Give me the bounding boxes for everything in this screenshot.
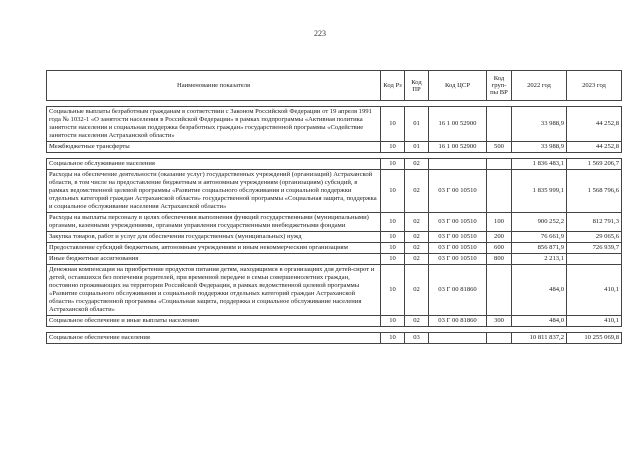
row-csr: 03 Г 00 10510: [429, 254, 487, 265]
row-vr: 200: [487, 232, 512, 243]
row-rz: 10: [381, 232, 405, 243]
row-name: Денежная компенсация на приобретение продуктов питания детям, находящимся в организациях для детей-сирот и детей, оставшихся без попечения родителей, при временной передаче в семьи совершеннолетних граждан, постоянно проживающих на территории Российской Федерации, в рамках ведомственной целевой программы «Развитие социального обслуживания и социальной поддержки отдельных категорий граждан Астраханской области» государственной программы «Социальная защита, поддержка и социальное обслуживание населения Астраханской области»: [47, 265, 381, 316]
row-rz: 10: [381, 107, 405, 142]
row-pr: 01: [405, 107, 429, 142]
row-csr: 03 Г 00 10510: [429, 232, 487, 243]
header-csr: Код ЦСР: [429, 71, 487, 101]
row-2023: 726 939,7: [567, 243, 622, 254]
row-2023: 44 252,8: [567, 107, 622, 142]
row-vr: [487, 159, 512, 170]
row-2022: 900 252,2: [512, 213, 567, 232]
row-vr: [487, 333, 512, 344]
table-row: [47, 254, 622, 265]
row-csr: 03 Г 00 10510: [429, 213, 487, 232]
table-row: [47, 333, 622, 344]
row-name: Иные бюджетные ассигнования: [47, 254, 381, 265]
header-name: Наименование показателя: [47, 71, 381, 101]
row-csr: 16 1 00 52900: [429, 107, 487, 142]
row-vr: [487, 107, 512, 142]
table-row: [47, 142, 622, 153]
row-csr: [429, 333, 487, 344]
row-vr: 100: [487, 213, 512, 232]
row-2023: 10 255 069,8: [567, 333, 622, 344]
table-row: [47, 265, 622, 316]
table-row: [47, 243, 622, 254]
row-name: Социальное обеспечение населения: [47, 333, 381, 344]
header-2023: 2023 год: [567, 71, 622, 101]
row-name: Социальное обслуживание населения: [47, 159, 381, 170]
row-csr: 03 Г 00 81860: [429, 265, 487, 316]
row-pr: 02: [405, 243, 429, 254]
row-rz: 10: [381, 170, 405, 213]
row-rz: 10: [381, 159, 405, 170]
row-2023: 812 791,3: [567, 213, 622, 232]
row-2022: 484,0: [512, 316, 567, 327]
row-pr: 02: [405, 213, 429, 232]
header-vr: Код груп- пы ВР: [487, 71, 512, 101]
row-csr: 03 Г 00 81860: [429, 316, 487, 327]
page-number: 223: [314, 29, 326, 38]
row-2023: 29 065,6: [567, 232, 622, 243]
row-2023: 1 569 206,7: [567, 159, 622, 170]
row-pr: 02: [405, 232, 429, 243]
row-rz: 10: [381, 142, 405, 153]
row-2022: 1 836 483,1: [512, 159, 567, 170]
row-name: Расходы на выплаты персоналу в целях обеспечения выполнения функций государственными (муниципальными) органами, казенными учреждениями, органами управления государственными внебюджетными фондами: [47, 213, 381, 232]
row-rz: 10: [381, 265, 405, 316]
table-row: [47, 316, 622, 327]
row-pr: 02: [405, 265, 429, 316]
table-row: [47, 213, 622, 232]
row-vr: 600: [487, 243, 512, 254]
row-2022: 1 835 999,1: [512, 170, 567, 213]
row-rz: 10: [381, 254, 405, 265]
row-rz: 10: [381, 333, 405, 344]
row-pr: 02: [405, 254, 429, 265]
row-name: Предоставление субсидий бюджетным, автономным учреждениям и иным некоммерческим организациям: [47, 243, 381, 254]
row-2022: 484,0: [512, 265, 567, 316]
table-row: [47, 170, 622, 213]
row-csr: 16 1 00 52900: [429, 142, 487, 153]
row-vr: 800: [487, 254, 512, 265]
row-csr: 03 Г 00 10510: [429, 170, 487, 213]
row-2023: 1 568 796,6: [567, 170, 622, 213]
row-2022: 76 661,9: [512, 232, 567, 243]
row-2022: 33 988,9: [512, 142, 567, 153]
row-2023: 44 252,8: [567, 142, 622, 153]
header-pr: Код ПР: [405, 71, 429, 101]
row-2023: 410,1: [567, 316, 622, 327]
table-header-row: [47, 71, 622, 101]
budget-table: [46, 70, 622, 344]
row-vr: [487, 265, 512, 316]
table-row: [47, 107, 622, 142]
row-name: Межбюджетные трансферты: [47, 142, 381, 153]
row-vr: [487, 170, 512, 213]
header-2022: 2022 год: [512, 71, 567, 101]
row-2022: 2 213,1: [512, 254, 567, 265]
table-row: [47, 159, 622, 170]
table-row: [47, 232, 622, 243]
row-2022: 33 988,9: [512, 107, 567, 142]
row-2023: 410,1: [567, 265, 622, 316]
row-2023: [567, 254, 622, 265]
row-rz: 10: [381, 213, 405, 232]
row-rz: 10: [381, 243, 405, 254]
row-pr: 01: [405, 142, 429, 153]
row-csr: [429, 159, 487, 170]
row-pr: 03: [405, 333, 429, 344]
row-pr: 02: [405, 170, 429, 213]
row-name: Закупка товаров, работ и услуг для обеспечения государственных (муниципальных) нужд: [47, 232, 381, 243]
row-2022: 856 871,9: [512, 243, 567, 254]
row-csr: 03 Г 00 10510: [429, 243, 487, 254]
row-2022: 10 811 837,2: [512, 333, 567, 344]
row-rz: 10: [381, 316, 405, 327]
row-vr: 300: [487, 316, 512, 327]
row-vr: 500: [487, 142, 512, 153]
row-pr: 02: [405, 316, 429, 327]
row-name: Социальное обеспечение и иные выплаты населению: [47, 316, 381, 327]
header-rz: Код Рз: [381, 71, 405, 101]
row-name: Социальные выплаты безработным гражданам в соответствии с Законом Российской Федерации от 19 апреля 1991 года № 1032-1 «О занятости населения в Российской Федерации» в рамках подпрограммы «Активная политика занятости населения и социальная поддержка безработных граждан» государственной программы «Содействие занятости населения Астраханской области»: [47, 107, 381, 142]
row-pr: 02: [405, 159, 429, 170]
row-name: Расходы на обеспечение деятельности (оказание услуг) государственных учреждений (организаций) Астраханской области, в том числе на предоставление бюджетным и автономным учреждениям (организациям) субсидий, в рамках ведомственной целевой программы «Развитие социального обслуживания и социальной поддержки отдельных категорий граждан Астраханской области» государственной программы «Социальная защита, поддержка и социальное обслуживание населения Астраханской области»: [47, 170, 381, 213]
